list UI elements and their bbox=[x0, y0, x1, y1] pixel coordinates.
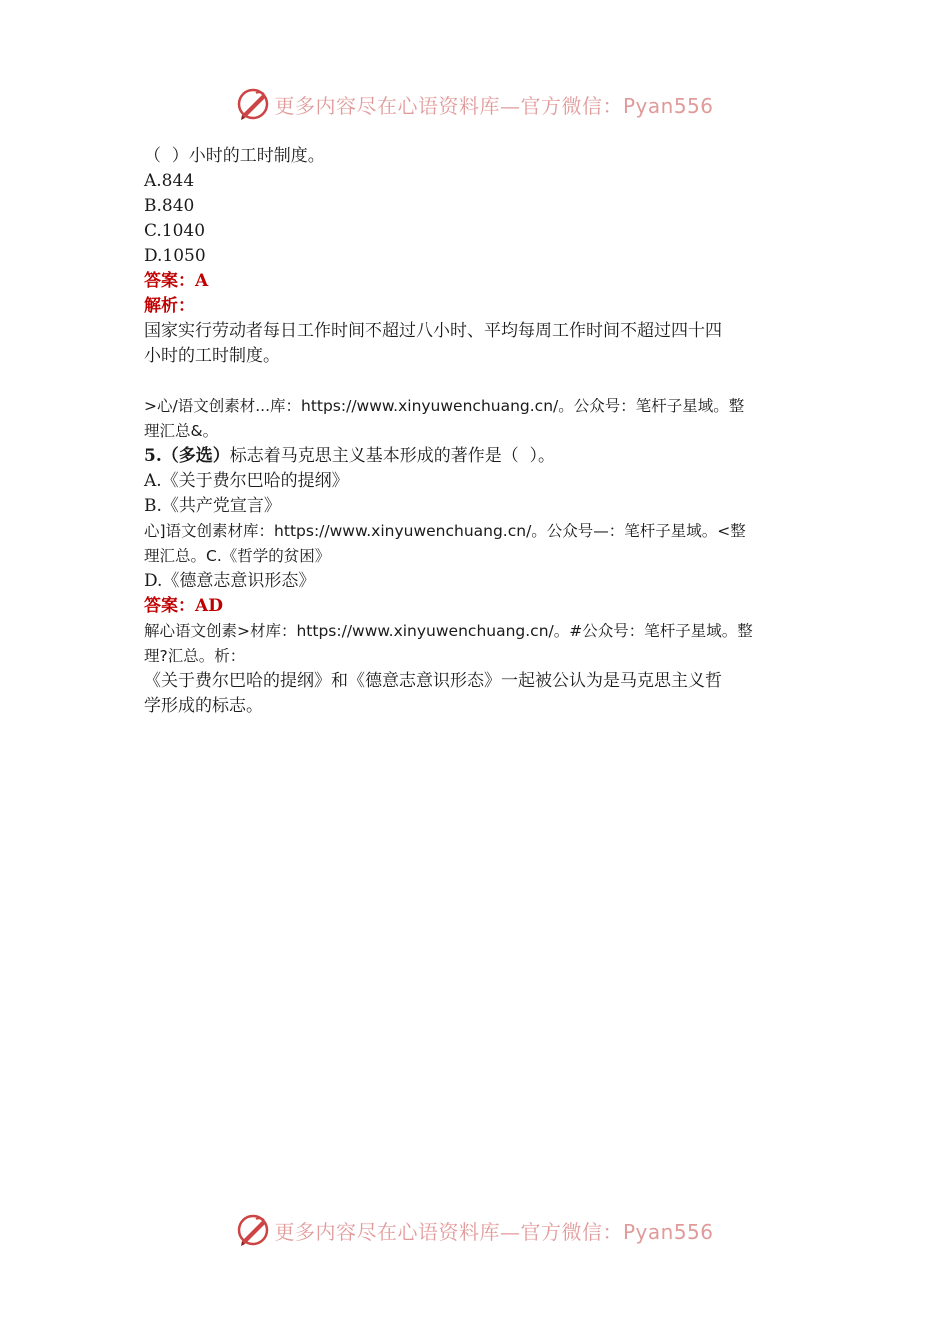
option-a: A.《关于费尔巴哈的提纲》 bbox=[144, 471, 349, 491]
watermark-text-line-1: >心/语文创素材...库：https://www.xinyuwenchuang.cn/。公众号：笔杆子星域。整 bbox=[144, 397, 745, 415]
question-stem-tail: （ ）小时的工时制度。 bbox=[144, 146, 325, 166]
spacer bbox=[144, 369, 808, 394]
option-b: B.840 bbox=[144, 196, 195, 216]
analysis-text-line-2: 学形成的标志。 bbox=[144, 696, 263, 716]
header-banner bbox=[0, 82, 950, 126]
option-c: C.1040 bbox=[144, 221, 206, 241]
question-number: 5. bbox=[144, 446, 162, 466]
analysis-label-with-watermark: 理?汇总。析： bbox=[144, 647, 246, 665]
analysis-label: 解析： bbox=[144, 296, 195, 316]
analysis-text-line-1: 国家实行劳动者每日工作时间不超过八小时、平均每周工作时间不超过四十四 bbox=[144, 321, 722, 341]
question-text: 标志着马克思主义基本形成的著作是（ ）。 bbox=[229, 446, 556, 466]
document-body bbox=[144, 144, 808, 719]
watermark-text-line-1: 解心语文创素>材库：https://www.xinyuwenchuang.cn/。#公众号：笔杆子星域。整 bbox=[144, 622, 753, 640]
question-5-stem bbox=[144, 444, 808, 469]
watermark-text-line-1: 心]语文创素材库：https://www.xinyuwenchuang.cn/。公众号—：笔杆子星域。<整 bbox=[144, 522, 746, 540]
banner-text: 更多内容尽在心语资料库—官方微信：Pyan556 bbox=[274, 1219, 714, 1244]
option-d: D.1050 bbox=[144, 246, 206, 266]
watermark-text-line-2: 理汇总&。 bbox=[144, 422, 219, 440]
option-d: D.《德意志意识形态》 bbox=[144, 571, 316, 591]
option-a: A.844 bbox=[144, 171, 195, 191]
question-type: （多选） bbox=[161, 446, 230, 466]
option-c-with-watermark: 理汇总。C.《哲学的贫困》 bbox=[144, 547, 331, 565]
banner-text: 更多内容尽在心语资料库—官方微信：Pyan556 bbox=[274, 93, 714, 118]
analysis-text-line-2: 小时的工时制度。 bbox=[144, 346, 280, 366]
answer-label: 答案：A bbox=[144, 271, 209, 291]
answer-label: 答案：AD bbox=[144, 596, 223, 616]
footer-banner bbox=[0, 1208, 950, 1252]
analysis-text-line-1: 《关于费尔巴哈的提纲》和《德意志意识形态》一起被公认为是马克思主义哲 bbox=[144, 671, 722, 691]
pen-logo-icon bbox=[236, 87, 270, 121]
pen-logo-icon bbox=[236, 1213, 270, 1247]
option-b: B.《共产党宣言》 bbox=[144, 496, 281, 516]
